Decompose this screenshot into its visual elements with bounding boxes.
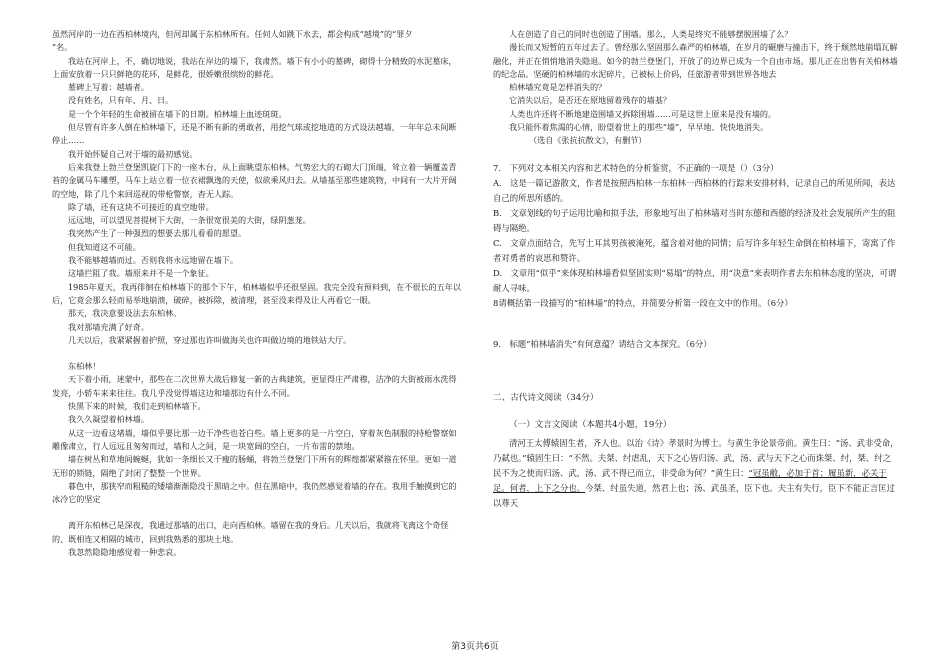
classical-text-part: 今桀、纣虽失道，然君上也；汤、武虽圣，臣下也。夫主有失行，臣下不能正言匡过以尊天 — [493, 482, 895, 508]
paragraph: 墙在树丛和草地间蜿蜒，犹如一条细长又干瘦的肠蛹，将勃兰登堡门下所有的辉煌都紧紧箍在怀里。更如一道无形的锁链，隔绝了封闭了整整一个世界。 — [52, 454, 457, 478]
question-7: 7. 下列对文本相关内容和艺术特色的分析鉴赏，不正确的一项是（）（3分） — [493, 162, 779, 173]
paragraph: 我忽然隐隐地感觉着一种悲哀。 — [68, 546, 182, 557]
paragraph: 除了墙，还有这块不可接近的真空地带。 — [68, 201, 214, 212]
paragraph: 我突然产生了一种强烈的想要去那儿看看的愿望。 — [68, 228, 247, 239]
paragraph: 远远地，可以望见菩提树下大街，一条很宽很美的大街，绿阴葱茏。 — [68, 215, 311, 226]
paragraph: 我久久凝望着柏林墙。 — [68, 414, 149, 425]
paragraph: 墓碑上写着：越墙者。 — [68, 82, 149, 93]
paragraph: 柏林墙究竟是怎样消失的？ — [509, 82, 607, 93]
paragraph: 我站在河岸上，不，确切地说，我站在岸边的墙下，我肃然。墙下有小小的墓碑，砌得十分精致的水泥墓床，上面安放着一只只鲜艳的花环，是鲜花，很娇嫩很缤纷的鲜花。 — [52, 55, 457, 79]
option-c: C. 文章点面结合，先写土耳其男孩被淹死，蕴含着对他的同情；后写许多年轻生命倒在柏林墙下，寄寓了作者对勇者的哀思和赞许。 — [493, 237, 896, 263]
subsection-heading: （一）文言文阅读（本题共4小题，19分） — [509, 419, 672, 430]
paragraph: 但我知道这不可能。 — [68, 241, 141, 252]
option-b: B. 文章划线的句子运用比喻和拟手法，形象地写出了柏林墙对当时东德和西德的经济及社会发展所产生的阻碍与隔绝。 — [493, 207, 896, 233]
paragraph: 几天以后，我紧紧握着护照，穿过那也许叫做海关也许叫做边境的地铁站大厅。 — [68, 334, 352, 345]
underlined-sentence: “冠虽敝，必加于首；履虽新，必关于足。 — [493, 467, 887, 493]
paragraph: 虽然河岸的一边在西柏林境内，但河却属于东柏林所有。任何人如跳下水去，都会构成“越境”的“罪夕 — [52, 29, 413, 39]
paragraph: 这墙拦阻了我。墙原来并不是一个象征。 — [68, 268, 214, 279]
paragraph: 它消失以后，是否还在原地留着残存的墙基？ — [509, 95, 671, 106]
paragraph: 漫长而又短暂的五年过去了。曾经那么坚固那么森严的柏林墙，在岁月的碾磨与撞击下，终于颓然地崩塌瓦解融化，并正在悄悄地消失隐退。如今的勃兰登堡门，开放了的边界已成为一个自由市场。那儿正在出售有关柏林墙的纪念品。坚硬的柏林墙的水泥碎片，已被标上价码，任旅游者带到世界各地去 — [493, 42, 898, 79]
paragraph: 从这一边看这堵墙，墙似乎要比那一边干净些也苍白些。墙上更多的是一片空白，穿着灰色制服的持枪警察如雕像肃立，行人远远且匆匆而过，墙和人之间，是一块宽阔的空白，一片布雷的禁地。 — [52, 427, 457, 451]
paragraph: 那天，我决意要设法去东柏林。 — [68, 308, 182, 319]
paragraph: ”名。 — [52, 42, 73, 53]
paragraph: 天下着小雨，迷蒙中，那些在二次世界大战后修复一新的古典建筑，更显得庄严肃穆，洁净的大街被雨水洗得发亮，小轿车来来往往。我几乎没觉得墙这边和墙那边有什么不同。 — [52, 374, 457, 398]
page-number: 第3页共6页 — [451, 642, 499, 652]
classical-text-part: 民不为之使而归汤、武，汤、武不得已而立，非受命为何？”黄生曰： — [493, 467, 749, 478]
option-d: D. 文章用“似乎”来体现柏林墙看似坚固实则“易塌”的特点，用“决意”来表明作者去东柏林态度的坚决，可谓耐人寻味。 — [493, 267, 897, 293]
source-note: （选自《张抗抗散文》，有删节） — [529, 135, 647, 146]
paragraph: 我对那墙充满了好奇。 — [68, 321, 149, 332]
left-text-column — [52, 28, 464, 559]
paragraph: 但尽管有许多人倒在柏林墙下，还是不断有新的勇敢者，用挖气球或挖地道的方式设法越墙，一年年总未间断停止…… — [52, 122, 457, 146]
option-a: A. 这是一篇记游散文，作者是按照西柏林一东柏林一西柏林的行踪来安排材料，记录自己的所见所闻，表达自己的所思所感的。 — [493, 177, 896, 203]
paragraph: 人在创造了自己的同时也创造了围墙。那么，人类是终究不能够摆脱围墙了么？ — [509, 29, 793, 39]
question-8: 8请概括第一段描写的“柏林墙”的特点，并简要分析第一段在文中的作用。（6分） — [493, 297, 793, 308]
paragraph: 后来我登上勃兰登堡凯旋门下的一座木台，从上面眺望东柏林。气势宏大的石砌大门顶端，耸立着一辆覆盖青苔的金属马车雕塑，马车上站立着一位衣裙飘逸的天使，似欲乘风归去。从墙基至那些建筑物，中间有一大片开阔的空地，除了几个来回巡视的带枪警察，杳无人踪。 — [52, 161, 457, 199]
paragraph: 是一个个年轻的生命被留在墙下的日期。柏林墙上血迹斑斑。 — [68, 108, 287, 119]
question-9: 9. 标题“柏林墙消失”有何意蕴？请结合文本探究。（6分） — [493, 338, 712, 349]
section-heading: 东柏林！ — [68, 361, 101, 372]
paragraph: 暮色中，那狭窄而粗糙的矮墙渐渐隐没于黑暗之中。但在黑暗中，我仍然感觉着墙的存在。我用手触摸到它的冰冷它的坚定 — [52, 480, 457, 505]
paragraph: 1985年夏天，我再徘徊在柏林墙下的那个下午，柏林墙似乎还很坚固。我完全没有预料到，在不很长的五年以后，它竟会那么轻而易举地崩溃，破碎，被拆除，被清理，甚至没来得及让人再看它一眼。 — [52, 281, 461, 305]
right-text-column — [493, 28, 899, 511]
paragraph: 我开始怀疑自己对于墙的最初感觉。 — [68, 148, 198, 159]
paragraph: 我不能够越墙而过。否则我将永远地留在墙下。 — [68, 255, 238, 266]
classical-text-part: 清河王太傅辕固生者，齐人也。以治《诗》孝景时为博士。与黄生争论景帝前。黄生曰：“汤、武非受命，乃弑也。”辕固生曰：“不然。夫桀、纣虐乱，天下之心皆归汤、武，汤、武与天下之心而诛桀、纣，桀、纣之 — [493, 437, 899, 463]
section-heading: 二、古代诗文阅读（34分） — [493, 392, 599, 403]
paragraph: 人类也许还将不断地建造围墙又拆除围墙……可是这世上原来是没有墙的。 — [509, 108, 777, 119]
paragraph: 离开东柏林已是深夜，我通过那墙的出口，走向西柏林。墙留在我的身后。几天以后，我就将飞离这个奇怪的、既相连又相隔的城市，回到我熟悉的那块土地。 — [52, 520, 449, 544]
paragraph: 我只能怀着焦渴的心情，盼望着世上的那些“墙”，早早地、快快地消失。 — [509, 122, 769, 133]
underlined-sentence: 何者，上下之分也。 — [509, 482, 586, 493]
paragraph: 快黑下来的时候，我们走到柏林墙下。 — [68, 401, 206, 412]
paragraph: 没有姓名，只有年、月、日。 — [68, 95, 174, 106]
classical-text — [493, 436, 899, 511]
